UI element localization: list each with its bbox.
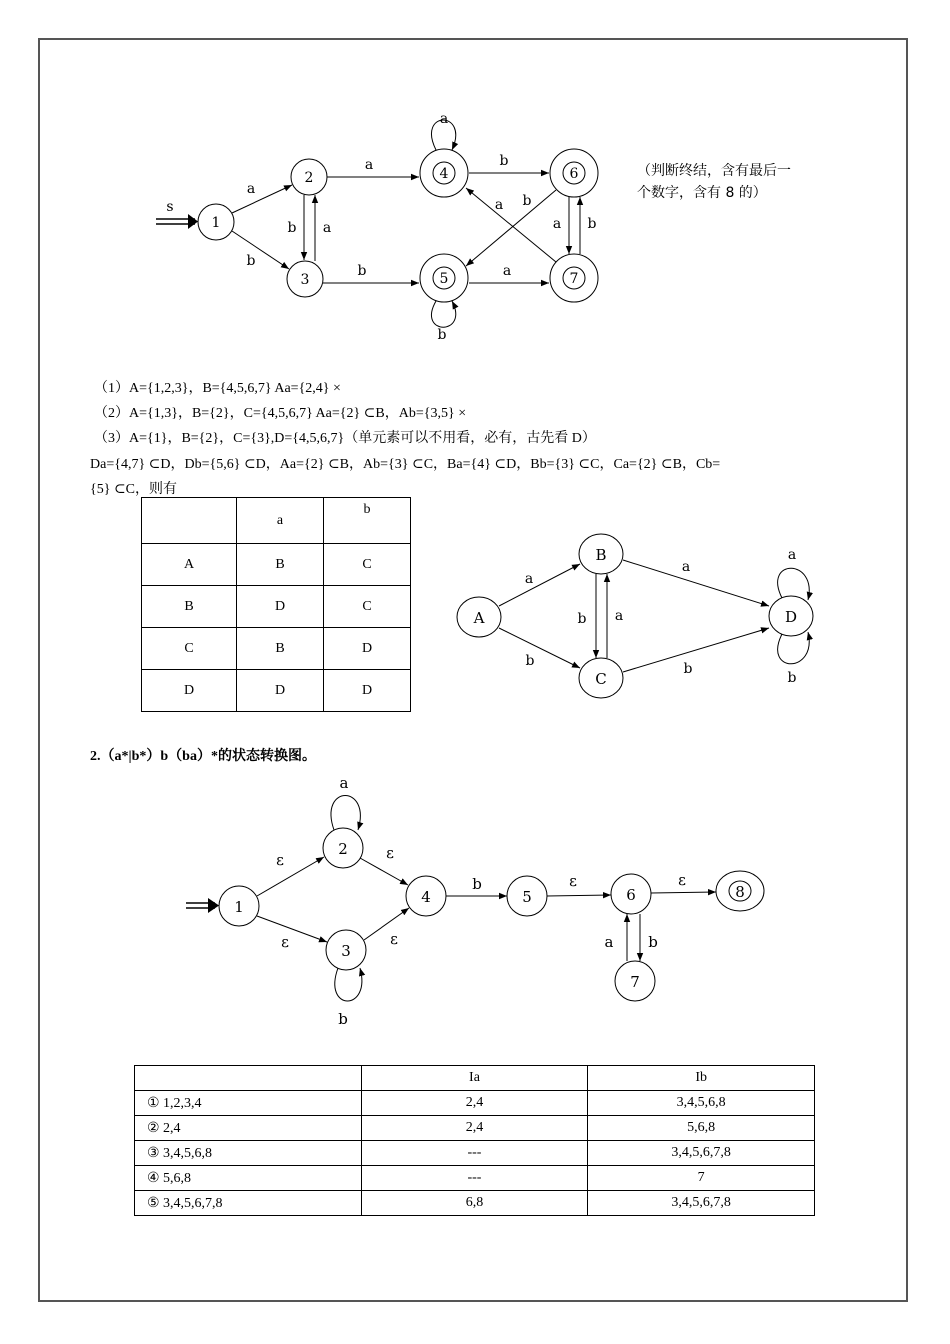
edge-label: ε [678, 871, 686, 889]
edge-label: b [472, 875, 482, 893]
node-D-label: D [784, 608, 798, 626]
table-cell: --- [361, 1141, 588, 1166]
edge-label: a [552, 216, 562, 232]
edge-label: a [322, 220, 332, 236]
node-C-label: C [595, 670, 607, 688]
node-2-label: 2 [304, 170, 314, 186]
edge-label: b [522, 193, 532, 209]
node-5-label: 5 [522, 888, 532, 906]
table-cell: --- [361, 1166, 588, 1191]
partition-line-1: （1）A={1,2,3}，B={4,5,6,7} Aa={2,4} × [94, 381, 341, 396]
node-4-label: 4 [421, 888, 431, 906]
table-cell [135, 1066, 362, 1091]
node-8-label: 8 [735, 883, 745, 901]
partition-line-2: （2）A={1,3}，B={2}，C={4,5,6,7} Aa={2} ⊂B，Ab={3,5} × [94, 406, 467, 421]
edge-label: ε [386, 844, 394, 862]
final-state-note: （判断终结，含有最后一个数字，含有 8 的） [637, 163, 791, 201]
table-cell: 3,4,5,6,7,8 [588, 1191, 815, 1216]
node-B-label: B [595, 546, 607, 564]
table-cell: 3,4,5,6,8 [588, 1091, 815, 1116]
edge-label: b [499, 153, 509, 169]
node-7-label: 7 [630, 973, 640, 991]
edge-label: b [587, 216, 597, 232]
node-6-label: 6 [626, 886, 636, 904]
edge-label: b [287, 220, 297, 236]
table-cell: D [324, 670, 411, 712]
table-cell: D [324, 628, 411, 670]
edge-label: b [338, 1010, 348, 1028]
edge-label: a [681, 559, 691, 575]
edge-label: b [246, 253, 256, 269]
section-heading: 2.（a*|b*）b（ba）*的状态转换图。 [90, 749, 316, 764]
edge-label: a [787, 547, 797, 563]
node-4-label: 4 [439, 166, 449, 182]
node-3-label: 3 [341, 942, 351, 960]
table-cell: 7 [588, 1166, 815, 1191]
node-2-label: 2 [338, 840, 348, 858]
edge-label: a [604, 933, 614, 951]
table-row [135, 1141, 815, 1166]
table-cell: C [142, 628, 237, 670]
table-cell: A [142, 544, 237, 586]
table-cell: ④ 5,6,8 [135, 1166, 362, 1191]
edge-label: ε [569, 872, 577, 890]
edge-label: a [439, 111, 449, 127]
edge-label: ε [281, 933, 289, 951]
table-row [135, 1116, 815, 1141]
table-cell: Ia [361, 1066, 588, 1091]
node-3-label: 3 [300, 272, 310, 288]
table-cell: D [142, 670, 237, 712]
node-7-label: 7 [569, 271, 579, 287]
table-row [135, 1191, 815, 1216]
edge-label: a [339, 774, 349, 792]
table-cell: D [237, 586, 324, 628]
node-5-label: 5 [439, 271, 449, 287]
edge-label: b [577, 611, 587, 627]
edge-label: b [525, 653, 535, 669]
node-A-label: A [473, 609, 485, 627]
table-cell: B [142, 586, 237, 628]
node-1-label: 1 [211, 215, 221, 231]
subset-construction-table [134, 1065, 815, 1216]
edge-label: ε [390, 930, 398, 948]
edge-label: a [364, 157, 374, 173]
table-cell: 3,4,5,6,7,8 [588, 1141, 815, 1166]
table-cell: ① 1,2,3,4 [135, 1091, 362, 1116]
table-cell: Ib [588, 1066, 815, 1091]
table-row [135, 1091, 815, 1116]
edge-label: a [524, 571, 534, 587]
edge-label: a [614, 608, 624, 624]
table-cell: 6,8 [361, 1191, 588, 1216]
table-cell: ③ 3,4,5,6,8 [135, 1141, 362, 1166]
edge-label: a [246, 181, 256, 197]
table-cell: C [324, 586, 411, 628]
edge-label: b [357, 263, 367, 279]
edge-label: b [787, 670, 797, 686]
table-cell: b [324, 498, 411, 544]
partition-line-5: {5} ⊂C，则有 [90, 482, 178, 497]
edge-label: b [437, 327, 447, 343]
start-label: s [166, 199, 174, 215]
table-cell: D [237, 670, 324, 712]
table-cell: 5,6,8 [588, 1116, 815, 1141]
table-cell: a [237, 498, 324, 544]
table-cell: ② 2,4 [135, 1116, 362, 1141]
table-cell: B [237, 628, 324, 670]
edge-label: a [494, 197, 504, 213]
edge-label: a [502, 263, 512, 279]
edge-label: b [648, 933, 658, 951]
table-cell: ⑤ 3,4,5,6,7,8 [135, 1191, 362, 1216]
edge-label: ε [276, 851, 284, 869]
table-row [135, 1166, 815, 1191]
table-cell: C [324, 544, 411, 586]
table-cell: 2,4 [361, 1091, 588, 1116]
partition-line-3: （3）A={1}，B={2}，C={3},D={4,5,6,7}（单元素可以不用看，必有，古先看 D） [94, 431, 596, 446]
node-6-label: 6 [569, 166, 579, 182]
partition-line-4: Da={4,7} ⊂D，Db={5,6} ⊂D，Aa={2} ⊂B，Ab={3} ⊂C，Ba={4} ⊂D，Bb={3} ⊂C，Ca={2} ⊂B，Cb= [90, 457, 721, 472]
table-cell: 2,4 [361, 1116, 588, 1141]
edge-label: b [683, 661, 693, 677]
table-cell: B [237, 544, 324, 586]
table-header-row [135, 1066, 815, 1091]
node-1-label: 1 [234, 898, 244, 916]
